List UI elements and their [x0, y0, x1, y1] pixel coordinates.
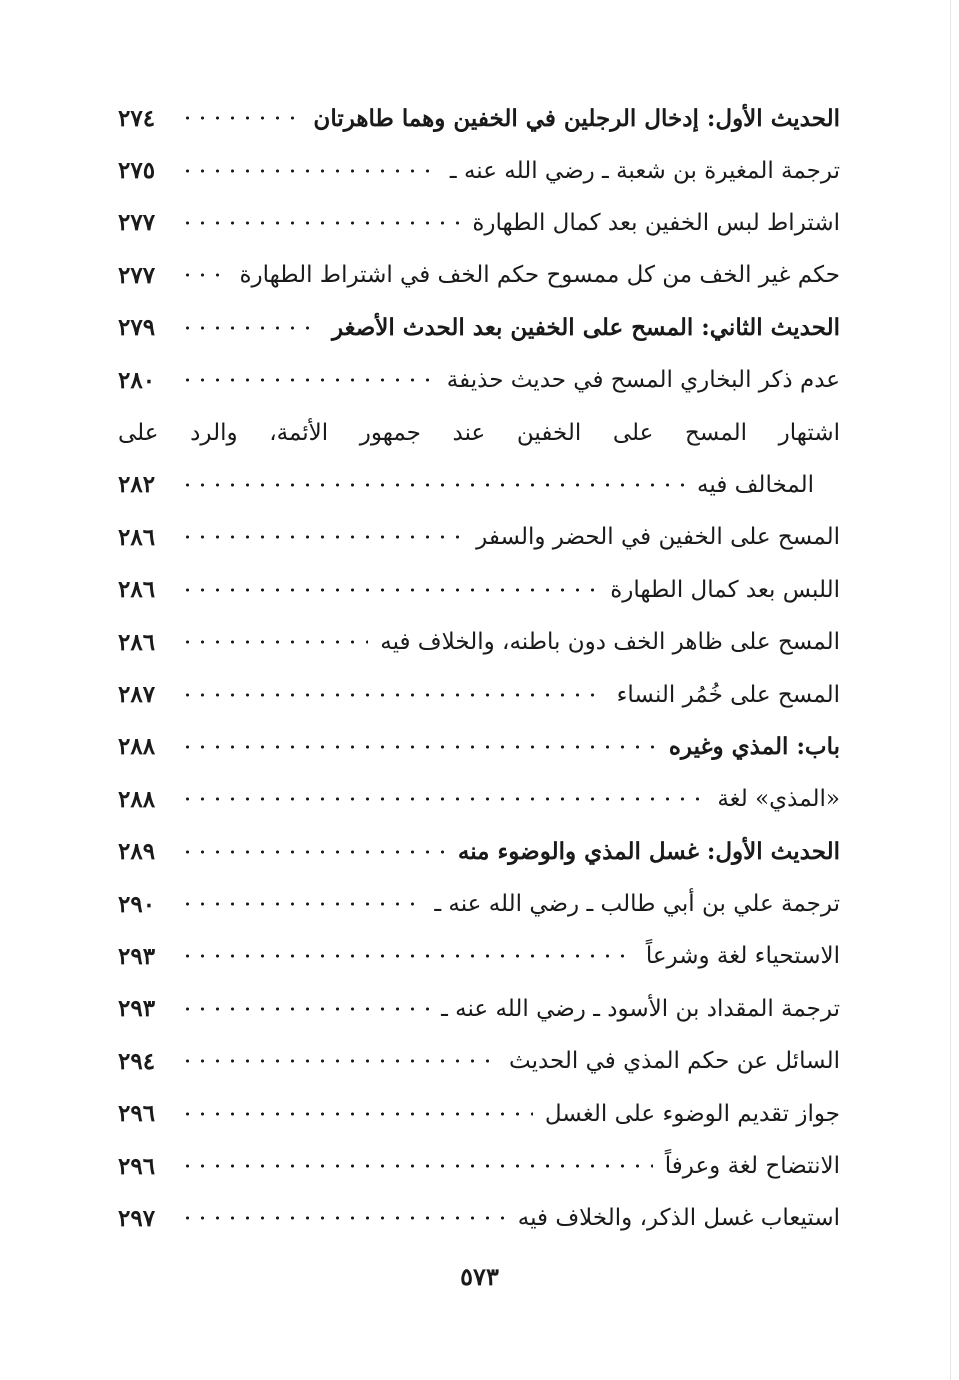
toc-entry-line: [118, 1192, 840, 1244]
toc-entry-line: [118, 616, 840, 668]
toc-entry-page-number: ٢٩٦: [118, 1152, 156, 1180]
dot-leader: [180, 994, 429, 1024]
toc-entry-line: [118, 668, 840, 720]
toc-entry: [118, 616, 840, 668]
toc-entry-title: استيعاب غسل الذكر، والخلاف فيه: [517, 1205, 840, 1232]
toc-entry-title: الحديث الأول: إدخال الرجلين في الخفين وهما طاهرتان: [313, 104, 840, 132]
toc-entry: [118, 302, 840, 354]
toc-entry: [118, 878, 840, 930]
toc-entry-title: المسح على ظاهر الخف دون باطنه، والخلاف فيه: [380, 629, 840, 656]
toc-entry-line: [118, 721, 840, 773]
toc-entry-line: [118, 878, 840, 930]
toc-entry-page-number: ٢٧٧: [118, 261, 156, 289]
dot-leader: [180, 156, 438, 186]
toc-entry-line: [118, 1140, 840, 1192]
toc-entry-page-number: ٢٨٦: [118, 628, 156, 656]
toc-entry-line: [118, 564, 840, 616]
toc-entry: [118, 406, 840, 511]
toc-entry-title: المسح على الخفين في الحضر والسفر: [476, 524, 840, 551]
dot-leader: [180, 889, 422, 919]
toc-entry: [118, 1140, 840, 1192]
toc-entry-title: الحديث الثاني: المسح على الخفين بعد الحدث الأصغر: [331, 314, 840, 342]
toc-entry: [118, 1035, 840, 1087]
dot-leader: [180, 1099, 533, 1129]
toc-entry-title: اللبس بعد كمال الطهارة: [610, 576, 840, 603]
toc-entry-line: [118, 92, 840, 144]
table-of-contents: [118, 92, 840, 1245]
dot-leader: [180, 1203, 506, 1233]
toc-entry-page-number: ٢٧٥: [118, 157, 156, 185]
toc-entry: [118, 197, 840, 249]
toc-entry-title: ترجمة المغيرة بن شعبة ـ رضي الله عنه ـ: [449, 157, 840, 184]
toc-entry-line: [118, 930, 840, 982]
toc-entry-title: اشتراط لبس الخفين بعد كمال الطهارة: [472, 209, 840, 236]
toc-entry-title: «المذي» لغة: [717, 786, 840, 813]
toc-entry-page-number: ٢٧٤: [118, 104, 156, 132]
toc-entry-title: الحديث الأول: غسل المذي والوضوء منه: [457, 838, 840, 866]
toc-entry-page-number: ٢٨٢: [118, 471, 156, 499]
toc-entry: [118, 930, 840, 982]
toc-entry-title: الانتضاح لغة وعرفاً: [664, 1153, 840, 1180]
dot-leader: [180, 1151, 653, 1181]
toc-entry-line-2: [118, 459, 840, 511]
dot-leader: [180, 470, 685, 500]
toc-entry-title: جواز تقديم الوضوء على الغسل: [544, 1100, 840, 1127]
page-edge-line: [950, 0, 951, 1380]
dot-leader: [180, 680, 605, 710]
toc-entry-title: السائل عن حكم المذي في الحديث: [509, 1048, 840, 1075]
toc-entry-page-number: ٢٨٨: [118, 733, 156, 761]
toc-entry-page-number: ٢٧٧: [118, 209, 156, 237]
toc-entry: [118, 773, 840, 825]
toc-entry: [118, 1087, 840, 1139]
toc-entry-page-number: ٢٩٤: [118, 1047, 156, 1075]
toc-entry-page-number: ٢٩٧: [118, 1204, 156, 1232]
toc-entry-line: [118, 1035, 840, 1087]
toc-entry-title: باب: المذي وغيره: [668, 733, 840, 761]
toc-entry: [118, 825, 840, 877]
toc-entry-page-number: ٢٨٧: [118, 681, 156, 708]
toc-entry-line: [118, 825, 840, 877]
dot-leader: [180, 784, 705, 814]
dot-leader: [180, 575, 598, 605]
toc-entry: [118, 721, 840, 773]
toc-entry: [118, 354, 840, 406]
toc-entry-line: [118, 983, 840, 1035]
dot-leader: [180, 103, 301, 133]
dot-leader: [180, 732, 657, 762]
toc-entry-title: ترجمة علي بن أبي طالب ـ رضي الله عنه ـ: [434, 891, 840, 918]
page-number: ٥٧٣: [460, 1262, 499, 1291]
toc-entry-line: [118, 302, 840, 354]
toc-entry: [118, 983, 840, 1035]
dot-leader: [180, 208, 460, 238]
toc-entry-line: [118, 773, 840, 825]
toc-entry-page-number: ٢٩٣: [118, 995, 156, 1023]
toc-entry-page-number: ٢٩٣: [118, 942, 156, 970]
toc-entry-line: [118, 1087, 840, 1139]
toc-entry: [118, 144, 840, 196]
dot-leader: [180, 260, 227, 290]
toc-entry-page-number: ٢٧٩: [118, 314, 156, 342]
toc-entry-title: عدم ذكر البخاري المسح في حديث حذيفة: [446, 367, 840, 394]
dot-leader: [180, 1046, 497, 1076]
toc-entry: [118, 249, 840, 301]
dot-leader: [180, 365, 435, 395]
toc-entry-line: [118, 511, 840, 563]
toc-entry-title: ترجمة المقداد بن الأسود ـ رضي الله عنه ـ: [441, 995, 840, 1022]
toc-entry-title-continued: المخالف فيه: [697, 471, 814, 498]
toc-entry-page-number: ٢٨٦: [118, 523, 156, 551]
toc-entry-page-number: ٢٩٠: [118, 890, 156, 918]
toc-entry-line: [118, 144, 840, 196]
toc-entry: [118, 92, 840, 144]
toc-entry-page-number: ٢٨٦: [118, 576, 156, 604]
toc-entry-title: حكم غير الخف من كل ممسوح حكم الخف في اشتراط الطهارة: [239, 262, 840, 289]
toc-entry-title: الاستحياء لغة وشرعاً: [645, 943, 840, 970]
toc-entry-line-1: [118, 406, 840, 458]
toc-entry: [118, 564, 840, 616]
toc-entry-page-number: ٢٨٩: [118, 838, 156, 866]
toc-entry-line: [118, 354, 840, 406]
toc-entry-page-number: ٢٨٠: [118, 366, 156, 394]
dot-leader: [180, 941, 634, 971]
dot-leader: [180, 837, 446, 867]
dot-leader: [180, 627, 368, 657]
toc-entry: [118, 668, 840, 720]
toc-entry-line: [118, 249, 840, 301]
toc-entry-line: [118, 197, 840, 249]
toc-entry-page-number: ٢٩٦: [118, 1100, 156, 1128]
toc-entry-title: اشتهار المسح على الخفين عند جمهور الأئمة، والرد على: [118, 419, 840, 446]
toc-entry-page-number: ٢٨٨: [118, 785, 156, 813]
toc-entry: [118, 511, 840, 563]
dot-leader: [180, 313, 320, 343]
toc-entry: [118, 1192, 840, 1244]
toc-entry-title: المسح على خُمُر النساء: [616, 681, 840, 708]
dot-leader: [180, 522, 464, 552]
